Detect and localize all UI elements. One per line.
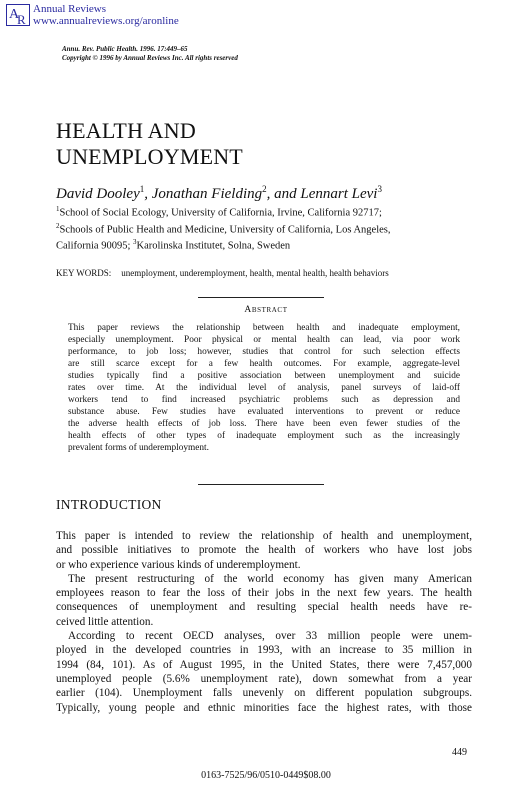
abstract-line: performance, to job loss; however, studies that control for such selection effects: [68, 347, 460, 357]
page-number: 449: [452, 747, 467, 758]
abstract-line: substance abuse. Few studies have evaluated interventions to prevent or reduce: [68, 407, 460, 417]
affiliation-text: Karolinska Institutet, Solna, Sweden: [136, 240, 291, 252]
author-name: Lennart Levi: [300, 186, 378, 202]
body-line: ployed in the developed countries in 1993, with an increase to 35 million in: [56, 644, 472, 657]
abstract-heading: Abstract: [244, 305, 288, 315]
keywords-label: KEY WORDS:: [56, 268, 112, 278]
annual-reviews-logo-icon: [6, 4, 30, 26]
body-line: ceived little attention.: [56, 615, 154, 628]
svg-text:R: R: [17, 12, 26, 26]
author-name: Jonathan Fielding: [151, 186, 263, 202]
abstract-divider-top: [198, 297, 324, 298]
abstract-line: This paper reviews the relationship between health and inadequate employment,: [68, 323, 460, 333]
affiliation-text: Schools of Public Health and Medicine, University of California, Los Angeles,: [59, 224, 391, 235]
abstract-line: prevalent forms of underemployment.: [68, 443, 209, 453]
abstract-line: rates over time. At the individual level of analysis, panel surveys of laid-off: [68, 383, 460, 393]
svg-text:A: A: [9, 7, 20, 22]
affiliation-text: School of Social Ecology, University of California, Irvine, California 92717;: [59, 207, 382, 219]
abstract-line: the adverse health effects of job loss. There have been even fewer studies of the: [68, 419, 460, 429]
keywords-list: unemployment, underemployment, health, mental health, health behaviors: [121, 268, 389, 278]
body-line: unemployed people (5.6% unemployment rate), down somewhat from a year: [56, 672, 472, 685]
body-line: According to recent OECD analyses, over 33 million people were unem-: [68, 630, 472, 643]
author-affiliation-marker: 2: [262, 184, 267, 194]
publisher-header: [33, 3, 179, 27]
affiliation-line: [56, 220, 476, 237]
keywords-line: [56, 268, 389, 279]
price-code: 0163-7525/96/0510-0449$08.00: [201, 770, 331, 781]
publisher-url-link[interactable]: www.annualreviews.org/aronline: [33, 15, 179, 27]
affiliation-marker: 2: [56, 221, 60, 230]
affiliation-text: California 90095;: [56, 240, 133, 252]
introduction-body: [56, 529, 472, 715]
body-line: The present restructuring of the world economy has given many American: [68, 572, 472, 585]
article-title-line-1: HEALTH AND: [56, 118, 196, 143]
citation-block: [62, 45, 238, 63]
body-line: and possible initiatives to promote the health of workers who have lost jobs: [56, 544, 472, 557]
abstract-line: studies typically find a positive association between unemployment and suicide: [68, 371, 460, 381]
affiliations: [56, 203, 476, 253]
affiliation-line: [56, 203, 476, 220]
body-line: or who experience various kinds of underemployment.: [56, 558, 301, 571]
copyright-notice: Copyright © 1996 by Annual Reviews Inc. All rights reserved: [62, 54, 238, 62]
body-line: consequences of unemployment and resulting special health needs have re-: [56, 601, 472, 614]
section-heading-introduction: INTRODUCTION: [56, 497, 162, 512]
abstract-divider-bottom: [198, 484, 324, 485]
body-line: Typically, young people and ethnic minorities face the highest rates, with those: [56, 701, 472, 714]
body-line: This paper is intended to review the relationship of health and unemployment,: [56, 530, 472, 542]
journal-citation: Annu. Rev. Public Health. 1996. 17:449–65: [62, 45, 188, 53]
author-separator: , and: [266, 186, 301, 202]
body-line: employees reason to fear the loss of their jobs in the next few years. The health: [56, 587, 472, 600]
author-affiliation-marker: 1: [139, 184, 145, 194]
abstract-body: [68, 322, 460, 454]
body-line: earlier (104). Unemployment falls unevenly on different population subgroups.: [56, 687, 472, 700]
body-line: 1994 (84, 101). As of August 1995, in the United States, there were 7,457,000: [56, 658, 472, 671]
author-list: [56, 180, 382, 203]
author-name: David Dooley: [56, 186, 140, 202]
article-title: [56, 118, 243, 170]
author-affiliation-marker: 3: [377, 184, 382, 194]
affiliation-line: [56, 236, 476, 253]
author-separator: ,: [144, 186, 152, 202]
affiliation-marker: 1: [56, 205, 60, 213]
publisher-name-link[interactable]: Annual Reviews: [33, 3, 107, 15]
abstract-line: workers tend to find increased psychiatric problems such as depression and: [68, 395, 460, 405]
abstract-line: health effects of other types of inadequate employment such as the increasingly: [68, 431, 460, 441]
abstract-line: are still scarce except for a few health outcomes. For example, aggregate-level: [68, 359, 460, 369]
abstract-line: especially unemployment. Poor physical or mental health can lead, via poor work: [68, 335, 460, 345]
affiliation-marker: 3: [133, 238, 137, 246]
article-title-line-2: UNEMPLOYMENT: [56, 144, 243, 169]
